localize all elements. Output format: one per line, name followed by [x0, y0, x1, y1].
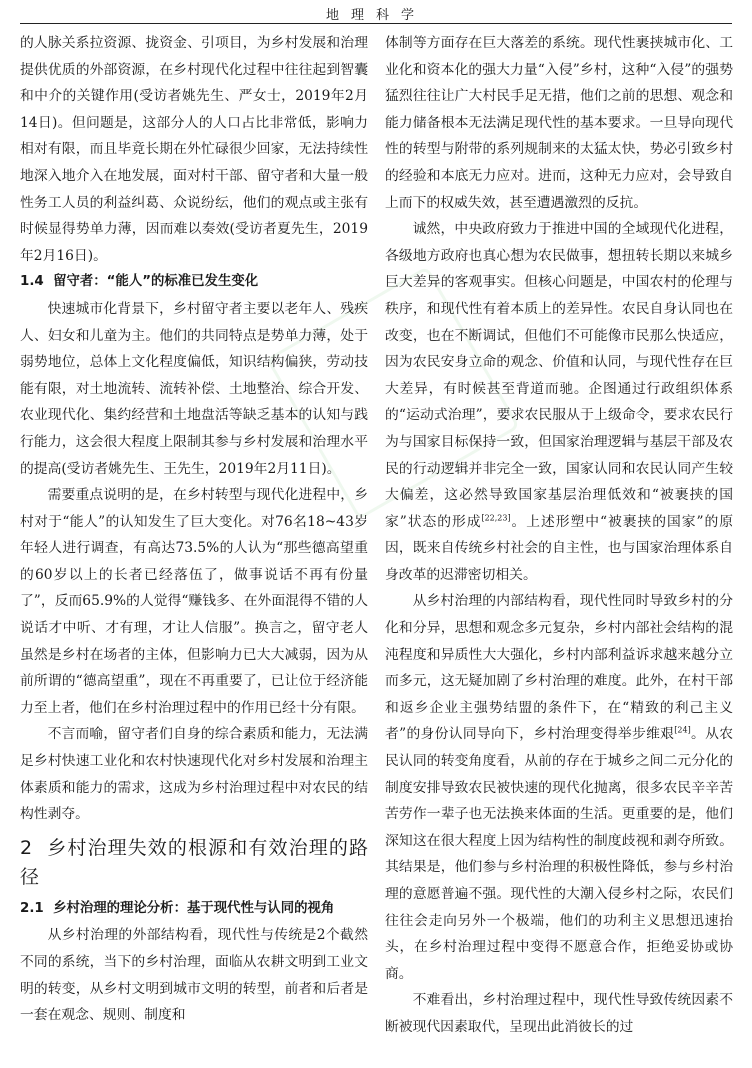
- paragraph: 需要重点说明的是，在乡村转型与现代化进程中，乡村对于“能人”的认知发生了巨大变化。对76名18~43岁年轻人进行调查，有高达73.5%的人认为“那些德高望重的60岁以上的长者已经落伍了，做事说话不再有份量了”，反而65.9%的人觉得“赚钱多、在外面混得不错的人说话才中听、才有理，才让人信服”。换言之，留守老人虽然是乡村在场者的主体，但影响力已大大减弱，因为从前所谓的“德高望重”，现在不再重要了，已让位于经济能力至上者，他们在乡村治理过程中的作用已经十分有限。: [20, 487, 368, 716]
- left-column: [20, 30, 368, 1029]
- section-heading-2: [20, 834, 368, 892]
- paragraph-text: 诚然，中央政府致力于推进中国的全域现代化进程，各级地方政府也真心想为农民做事，想扭转长期以来城乡巨大差异的客观事实。但核心问题是，中国农村的伦理与秩序，和现代性有着本质上的差异性。农民自身认同也在改变，也在不断调试，但他们不可能像市民那么快适应，因为农民安身立命的观念、价值和认同，与现代性存在巨大差异，有时候甚至背道而驰。企图通过行政组织体系的“运动式治理”，要求农民服从于上级命令，要求农民行为与国家目标保持一致，但国家治理逻辑与基层干部及农民的行动逻辑并非完全一致，国家认同和农民认同产生较大偏差，这必然导致国家基层治理低效和“被裹挟的国家”状态的形成: [385, 221, 733, 530]
- paragraph: 体制等方面存在巨大落差的系统。现代性裹挟城市化、工业化和资本化的强大力量“入侵”乡村，这种“入侵”的强势猛烈往往让广大村民手足无措，他们之前的思想、观念和能力储备根本无法满足现代性的基本要求。一旦导向现代性的转型与附带的系列规制来的太猛太快，势必引致乡村的经验和本底无力应对。进而，这种无力应对，会导致自上而下的权威失效，甚至遭遇激烈的反抗。: [385, 35, 733, 211]
- section-heading-2-1: [20, 896, 368, 923]
- section-title: 乡村治理的理论分析：基于现代性与认同的视角: [53, 900, 335, 916]
- section-title: 乡村治理失效的根源和有效治理的路径: [20, 836, 368, 888]
- section-number: 1.4: [20, 274, 44, 290]
- paragraph-text: 。上述形塑中“被裹挟的国家”的原因，既来自传统乡村社会的自主性，也与国家治理体系自身改革的迟滞密切相关。: [385, 513, 733, 583]
- paragraph: 的人脉关系拉资源、拢资金、引项目，为乡村发展和治理提供优质的外部资源，在乡村现代化过程中往往起到智囊和中介的关键作用(受访者姚先生、严女士，2019年2月14日)。但问题是，这部分人的人口占比非常低，影响力相对有限，而且毕竟长期在外忙碌很少回家，无法持续性地深入地介入在地发展，面对村干部、留守者和大量一般性务工人员的利益纠葛、众说纷纭，他们的观点或主张有时候显得势单力薄，因而难以奏效(受访者夏先生，2019年2月16日)。: [20, 35, 368, 264]
- citation: [24]: [674, 725, 691, 735]
- paragraph: 不言而喻，留守者们自身的综合素质和能力，无法满足乡村快速工业化和农村快速现代化对乡村发展和治理主体素质和能力的需求，这成为乡村治理过程中对农民的结构性剥夺。: [20, 726, 368, 823]
- right-column: [385, 30, 733, 1041]
- section-number: 2: [20, 836, 33, 859]
- paragraph: [385, 588, 733, 987]
- citation: [22,23]: [481, 513, 511, 523]
- paragraph-text: 从乡村治理的内部结构看，现代性同时导致乡村的分化和分异，思想和观念多元复杂，乡村内部社会结构的混沌程度和异质性大大强化，乡村内部利益诉求越来越分立而多元，这无疑加剧了乡村治理的难度。此外，在村干部和返乡企业主强势结盟的条件下，在“精致的利己主义者”的身份认同导向下，乡村治理变得举步维艰: [385, 593, 733, 743]
- page-header: [0, 0, 752, 24]
- paragraph: [385, 216, 733, 588]
- paragraph: 从乡村治理的外部结构看，现代性与传统是2个截然不同的系统，当下的乡村治理，面临从农耕文明到工业文明的转变，从乡村文明到城市文明的转型，前者和后者是一套在观念、规则、制度和: [20, 927, 368, 1024]
- section-number: 2.1: [20, 900, 44, 916]
- header-rule: [20, 23, 732, 24]
- journal-title: 地理科学: [325, 8, 426, 23]
- paragraph: 快速城市化背景下，乡村留守者主要以老年人、残疾人、妇女和儿童为主。他们的共同特点是势单力薄，处于弱势地位，总体上文化程度偏低，知识结构偏狭，劳动技能有限，对土地流转、流转补偿、土地整治、综合开发、农业现代化、集约经营和土地盘活等缺乏基本的认知与践行能力，这会很大程度上限制其参与乡村发展和治理水平的提高(受访者姚先生、王先生，2019年2月11日)。: [20, 300, 368, 477]
- paragraph: 不难看出，乡村治理过程中，现代性导致传统因素不断被现代因素取代，呈现出此消彼长的过: [385, 992, 733, 1035]
- paragraph-text: 。从农民认同的转变角度看，从前的存在于城乡之间二元分化的制度安排导致农民被快速的现代化抛离，很多农民辛辛苦苦劳作一辈子也无法换来体面的生活。更重要的是，他们深知这在很大程度上因为结构性的制度歧视和剥夺所致。其结果是，他们参与乡村治理的积极性降低，参与乡村治理的意愿普遍不强。现代性的大潮入侵乡村之际，农民们往往会走向另外一个极端，他们的功利主义思想迅速抬头，在乡村治理过程中变得不愿意合作，拒绝妥协或协商。: [385, 726, 733, 982]
- section-heading-1-4: [20, 269, 368, 296]
- section-title: 留守者：“能人”的标准已发生变化: [53, 274, 259, 290]
